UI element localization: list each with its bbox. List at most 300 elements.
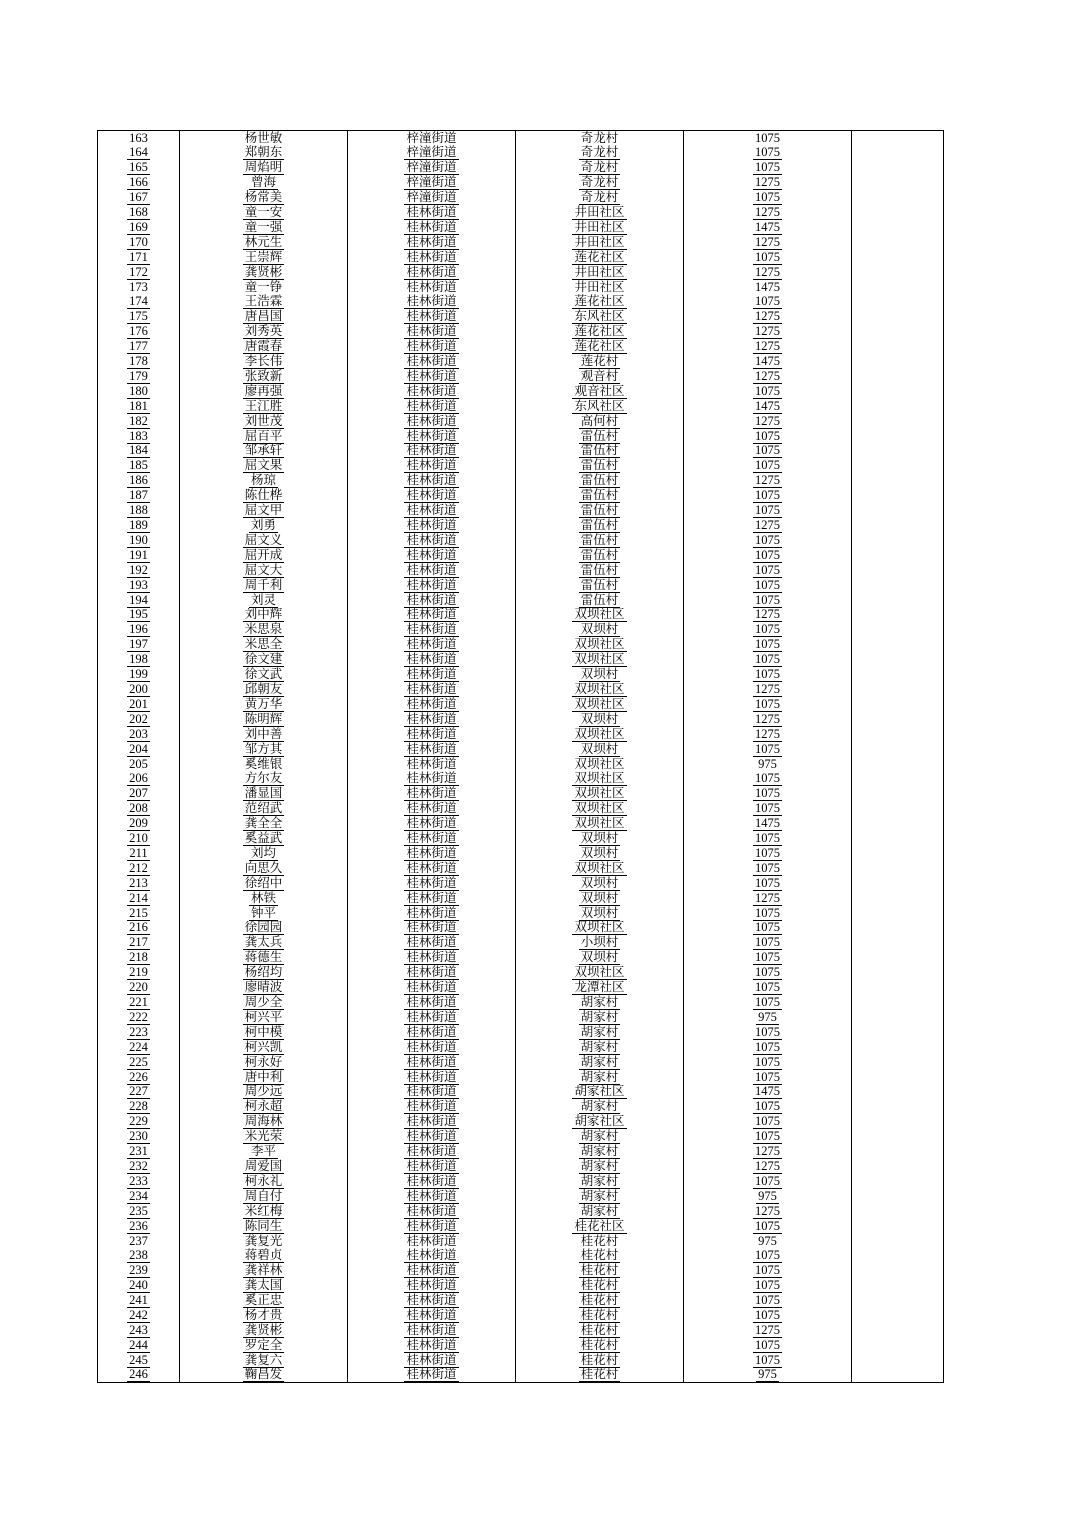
table-row <box>98 935 944 950</box>
row-number-cell <box>98 816 180 831</box>
amount-text: 1275 <box>755 324 780 339</box>
name-cell <box>180 458 348 473</box>
name-cell <box>180 1189 348 1204</box>
table-row <box>98 205 944 220</box>
row-number-cell <box>98 488 180 503</box>
row-number-text: 168 <box>129 205 148 219</box>
subdistrict-text: 桂林街道 <box>406 1173 457 1188</box>
row-number-cell <box>98 593 180 608</box>
amount-text: 1075 <box>755 786 780 801</box>
remark-cell <box>852 354 944 369</box>
row-number-cell <box>98 637 180 652</box>
community-text: 莲花社区 <box>574 249 625 264</box>
community-text: 双坝社区 <box>574 607 625 622</box>
row-number-text: 243 <box>129 1323 148 1337</box>
community-cell <box>516 503 684 518</box>
table-row <box>98 593 944 608</box>
name-cell <box>180 697 348 712</box>
amount-cell <box>684 280 852 295</box>
row-number-cell <box>98 801 180 816</box>
name-cell <box>180 324 348 339</box>
table-row <box>98 1114 944 1129</box>
amount-cell <box>684 160 852 175</box>
remark-cell <box>852 846 944 861</box>
row-number-cell <box>98 1263 180 1278</box>
amount-text: 1075 <box>755 980 780 995</box>
subdistrict-cell <box>348 1219 516 1234</box>
name-text: 陈同生 <box>244 1218 283 1233</box>
subdistrict-cell <box>348 950 516 965</box>
name-cell <box>180 1144 348 1159</box>
amount-cell <box>684 145 852 160</box>
subdistrict-text: 桂林街道 <box>406 1039 457 1054</box>
table-row <box>98 1085 944 1100</box>
row-number-text: 174 <box>129 294 148 309</box>
amount-text: 975 <box>758 1009 777 1024</box>
row-number-cell <box>98 906 180 921</box>
subdistrict-text: 梓潼街道 <box>406 160 457 175</box>
row-number-cell <box>98 250 180 265</box>
community-cell <box>516 801 684 816</box>
name-cell <box>180 1025 348 1040</box>
amount-text: 1075 <box>755 1099 780 1114</box>
amount-text: 1075 <box>755 294 780 309</box>
community-cell <box>516 1219 684 1234</box>
row-number-cell <box>98 354 180 369</box>
community-text: 双坝社区 <box>574 771 625 786</box>
row-number-text: 195 <box>129 607 148 622</box>
subdistrict-text: 桂林街道 <box>406 1084 457 1099</box>
row-number-text: 164 <box>129 145 148 160</box>
community-text: 双坝村 <box>580 846 619 860</box>
community-cell <box>516 1159 684 1174</box>
row-number-text: 172 <box>129 264 148 279</box>
remark-cell <box>852 175 944 190</box>
name-text: 徐文武 <box>244 667 283 682</box>
row-number-text: 182 <box>129 413 148 428</box>
remark-cell <box>852 1308 944 1323</box>
community-cell <box>516 921 684 936</box>
name-text: 龚太国 <box>244 1278 283 1293</box>
subdistrict-cell <box>348 622 516 637</box>
community-text: 东风社区 <box>574 398 625 413</box>
subdistrict-cell <box>348 608 516 623</box>
row-number-cell <box>98 160 180 175</box>
row-number-cell <box>98 458 180 473</box>
subdistrict-text: 桂林街道 <box>406 518 457 533</box>
row-number-text: 231 <box>129 1144 148 1159</box>
name-cell <box>180 220 348 235</box>
name-cell <box>180 444 348 459</box>
community-text: 莲花社区 <box>574 294 625 309</box>
amount-cell <box>684 980 852 995</box>
name-cell <box>180 801 348 816</box>
table-row <box>98 1293 944 1308</box>
roster-body <box>98 131 944 1383</box>
subdistrict-cell <box>348 190 516 205</box>
community-cell <box>516 1189 684 1204</box>
amount-text: 1075 <box>755 920 780 935</box>
row-number-cell <box>98 533 180 548</box>
community-cell <box>516 131 684 146</box>
subdistrict-text: 梓潼街道 <box>406 145 457 160</box>
table-row <box>98 354 944 369</box>
community-text: 雷伍村 <box>580 518 619 533</box>
name-text: 龚复六 <box>244 1352 283 1367</box>
row-number-text: 219 <box>129 965 148 980</box>
row-number-cell <box>98 1234 180 1249</box>
remark-cell <box>852 235 944 250</box>
row-number-cell <box>98 1144 180 1159</box>
row-number-text: 240 <box>129 1278 148 1293</box>
name-cell <box>180 637 348 652</box>
row-number-text: 216 <box>129 920 148 935</box>
name-text: 柯中模 <box>244 1024 283 1039</box>
row-number-cell <box>98 518 180 533</box>
subdistrict-text: 桂林街道 <box>406 980 457 995</box>
amount-text: 1275 <box>755 1323 780 1337</box>
remark-cell <box>852 667 944 682</box>
row-number-text: 179 <box>129 369 148 383</box>
subdistrict-text: 桂林街道 <box>406 682 457 696</box>
table-row <box>98 980 944 995</box>
amount-text: 975 <box>758 1367 777 1382</box>
amount-text: 1275 <box>755 309 780 324</box>
community-text: 双坝社区 <box>574 801 625 816</box>
remark-cell <box>852 1219 944 1234</box>
community-cell <box>516 652 684 667</box>
community-cell <box>516 160 684 175</box>
name-cell <box>180 1055 348 1070</box>
remark-cell <box>852 578 944 593</box>
name-text: 潘显国 <box>244 786 283 801</box>
row-number-cell <box>98 935 180 950</box>
row-number-text: 203 <box>129 726 148 741</box>
row-number-cell <box>98 548 180 563</box>
community-text: 雷伍村 <box>580 458 619 473</box>
subdistrict-text: 桂林街道 <box>406 369 457 383</box>
row-number-text: 186 <box>129 473 148 488</box>
amount-text: 1075 <box>755 622 780 637</box>
name-cell <box>180 1085 348 1100</box>
subdistrict-text: 桂林街道 <box>406 637 457 652</box>
table-row <box>98 652 944 667</box>
amount-text: 1275 <box>755 1144 780 1159</box>
remark-cell <box>852 861 944 876</box>
table-row <box>98 1353 944 1368</box>
community-cell <box>516 831 684 846</box>
name-text: 龚全全 <box>244 816 283 831</box>
row-number-text: 163 <box>129 130 148 145</box>
amount-cell <box>684 444 852 459</box>
community-text: 胡家村 <box>580 1173 619 1188</box>
row-number-cell <box>98 622 180 637</box>
row-number-cell <box>98 1189 180 1204</box>
subdistrict-cell <box>348 1353 516 1368</box>
name-text: 王浩霖 <box>244 294 283 309</box>
amount-cell <box>684 622 852 637</box>
name-text: 唐霞春 <box>244 339 283 354</box>
row-number-text: 207 <box>129 786 148 801</box>
subdistrict-text: 桂林街道 <box>406 950 457 965</box>
remark-cell <box>852 563 944 578</box>
name-text: 周爱国 <box>244 1159 283 1173</box>
community-cell <box>516 578 684 593</box>
community-text: 井田社区 <box>574 234 625 249</box>
table-row <box>98 965 944 980</box>
subdistrict-text: 桂林街道 <box>406 428 457 443</box>
name-cell <box>180 175 348 190</box>
table-row <box>98 1025 944 1040</box>
name-text: 龚太兵 <box>244 935 283 950</box>
subdistrict-text: 桂林街道 <box>406 667 457 682</box>
row-number-cell <box>98 1368 180 1383</box>
table-row <box>98 608 944 623</box>
amount-text: 1075 <box>755 965 780 980</box>
community-text: 雷伍村 <box>580 488 619 503</box>
subdistrict-cell <box>348 265 516 280</box>
row-number-cell <box>98 473 180 488</box>
subdistrict-text: 桂林街道 <box>406 1293 457 1308</box>
community-cell <box>516 563 684 578</box>
community-text: 雷伍村 <box>580 443 619 458</box>
remark-cell <box>852 444 944 459</box>
community-cell <box>516 488 684 503</box>
table-row <box>98 1308 944 1323</box>
name-cell <box>180 831 348 846</box>
subdistrict-text: 桂林街道 <box>406 1054 457 1069</box>
subdistrict-text: 桂林街道 <box>406 905 457 920</box>
name-cell <box>180 1159 348 1174</box>
row-number-text: 224 <box>129 1039 148 1054</box>
subdistrict-text: 桂林街道 <box>406 1367 457 1382</box>
community-text: 雷伍村 <box>580 547 619 562</box>
row-number-cell <box>98 399 180 414</box>
subdistrict-cell <box>348 533 516 548</box>
row-number-text: 181 <box>129 398 148 413</box>
amount-cell <box>684 324 852 339</box>
table-row <box>98 1234 944 1249</box>
amount-text: 1075 <box>755 503 780 518</box>
row-number-text: 169 <box>129 219 148 234</box>
table-row <box>98 578 944 593</box>
community-text: 东风社区 <box>574 309 625 324</box>
remark-cell <box>852 891 944 906</box>
community-text: 胡家村 <box>580 1203 619 1218</box>
subdistrict-text: 桂林街道 <box>406 1218 457 1233</box>
name-text: 米思泉 <box>244 622 283 637</box>
subdistrict-text: 桂林街道 <box>406 354 457 369</box>
amount-cell <box>684 1129 852 1144</box>
community-text: 桂花村 <box>580 1233 619 1248</box>
name-text: 屈文果 <box>244 458 283 473</box>
subdistrict-text: 桂林街道 <box>406 1144 457 1159</box>
remark-cell <box>852 205 944 220</box>
row-number-text: 223 <box>129 1024 148 1039</box>
subdistrict-text: 桂林街道 <box>406 831 457 846</box>
amount-cell <box>684 891 852 906</box>
subdistrict-text: 桂林街道 <box>406 1188 457 1203</box>
community-text: 桂花村 <box>580 1308 619 1323</box>
subdistrict-text: 桂林街道 <box>406 607 457 622</box>
remark-cell <box>852 1129 944 1144</box>
row-number-cell <box>98 1025 180 1040</box>
community-cell <box>516 548 684 563</box>
name-text: 屈百平 <box>244 428 283 443</box>
subdistrict-cell <box>348 384 516 399</box>
amount-cell <box>684 563 852 578</box>
name-cell <box>180 1070 348 1085</box>
amount-text: 1075 <box>755 130 780 145</box>
community-text: 观音村 <box>580 369 619 383</box>
name-cell <box>180 533 348 548</box>
row-number-cell <box>98 950 180 965</box>
row-number-cell <box>98 235 180 250</box>
subdistrict-text: 桂林街道 <box>406 652 457 667</box>
community-cell <box>516 145 684 160</box>
subdistrict-cell <box>348 980 516 995</box>
table-row <box>98 473 944 488</box>
community-cell <box>516 965 684 980</box>
community-text: 莲花社区 <box>574 324 625 339</box>
community-cell <box>516 712 684 727</box>
row-number-cell <box>98 727 180 742</box>
subdistrict-cell <box>348 846 516 861</box>
name-text: 王江胜 <box>244 398 283 413</box>
row-number-text: 229 <box>129 1114 148 1129</box>
remark-cell <box>852 608 944 623</box>
community-text: 胡家村 <box>580 995 619 1010</box>
row-number-cell <box>98 742 180 757</box>
amount-text: 1075 <box>755 190 780 205</box>
name-cell <box>180 593 348 608</box>
name-cell <box>180 578 348 593</box>
community-cell <box>516 816 684 831</box>
name-cell <box>180 1248 348 1263</box>
amount-text: 1075 <box>755 428 780 443</box>
remark-cell <box>852 801 944 816</box>
amount-text: 1075 <box>755 1024 780 1039</box>
subdistrict-text: 桂林街道 <box>406 547 457 562</box>
remark-cell <box>852 131 944 146</box>
table-row <box>98 1174 944 1189</box>
table-row <box>98 414 944 429</box>
table-row <box>98 1338 944 1353</box>
table-row <box>98 831 944 846</box>
amount-text: 1075 <box>755 532 780 547</box>
table-row <box>98 1323 944 1338</box>
subdistrict-cell <box>348 816 516 831</box>
name-text: 刘中辉 <box>244 607 283 622</box>
name-text: 周千利 <box>244 577 283 592</box>
community-cell <box>516 608 684 623</box>
name-text: 李长伟 <box>244 354 283 369</box>
row-number-cell <box>98 1114 180 1129</box>
amount-text: 1275 <box>755 890 780 905</box>
subdistrict-cell <box>348 861 516 876</box>
amount-cell <box>684 369 852 384</box>
remark-cell <box>852 637 944 652</box>
amount-cell <box>684 458 852 473</box>
subdistrict-cell <box>348 1174 516 1189</box>
amount-text: 1075 <box>755 771 780 786</box>
table-row <box>98 265 944 280</box>
subdistrict-text: 桂林街道 <box>406 920 457 935</box>
amount-cell <box>684 265 852 280</box>
subdistrict-text: 桂林街道 <box>406 1069 457 1084</box>
community-text: 双坝村 <box>580 741 619 756</box>
community-cell <box>516 414 684 429</box>
table-row <box>98 1040 944 1055</box>
table-row <box>98 906 944 921</box>
remark-cell <box>852 980 944 995</box>
amount-text: 1075 <box>755 249 780 264</box>
table-row <box>98 250 944 265</box>
remark-cell <box>852 935 944 950</box>
row-number-cell <box>98 131 180 146</box>
remark-cell <box>852 1010 944 1025</box>
amount-cell <box>684 1263 852 1278</box>
row-number-text: 185 <box>129 458 148 473</box>
name-cell <box>180 682 348 697</box>
community-cell <box>516 1353 684 1368</box>
name-cell <box>180 399 348 414</box>
row-number-text: 227 <box>129 1084 148 1099</box>
remark-cell <box>852 965 944 980</box>
row-number-cell <box>98 652 180 667</box>
amount-cell <box>684 846 852 861</box>
remark-cell <box>852 950 944 965</box>
community-cell <box>516 1070 684 1085</box>
name-cell <box>180 339 348 354</box>
community-text: 小坝村 <box>580 935 619 950</box>
name-cell <box>180 503 348 518</box>
remark-cell <box>852 1368 944 1383</box>
row-number-text: 183 <box>129 428 148 443</box>
remark-cell <box>852 533 944 548</box>
community-text: 双坝社区 <box>574 920 625 935</box>
subdistrict-text: 桂林街道 <box>406 846 457 860</box>
remark-cell <box>852 622 944 637</box>
amount-cell <box>684 1144 852 1159</box>
row-number-cell <box>98 1129 180 1144</box>
community-cell <box>516 1025 684 1040</box>
amount-cell <box>684 473 852 488</box>
remark-cell <box>852 771 944 786</box>
subdistrict-cell <box>348 458 516 473</box>
row-number-text: 193 <box>129 577 148 592</box>
community-text: 双坝村 <box>580 831 619 846</box>
name-text: 奚正忠 <box>244 1293 283 1308</box>
amount-cell <box>684 935 852 950</box>
subdistrict-text: 桂林街道 <box>406 309 457 324</box>
table-row <box>98 131 944 146</box>
community-cell <box>516 1010 684 1025</box>
name-text: 童一安 <box>244 205 283 219</box>
row-number-text: 175 <box>129 309 148 324</box>
roster-table <box>97 130 944 1383</box>
remark-cell <box>852 1248 944 1263</box>
remark-cell <box>852 384 944 399</box>
community-cell <box>516 458 684 473</box>
table-row <box>98 503 944 518</box>
subdistrict-text: 桂林街道 <box>406 756 457 771</box>
subdistrict-text: 梓潼街道 <box>406 190 457 205</box>
amount-text: 1075 <box>755 443 780 458</box>
row-number-text: 211 <box>129 846 148 860</box>
subdistrict-cell <box>348 1129 516 1144</box>
name-text: 周少远 <box>244 1084 283 1099</box>
